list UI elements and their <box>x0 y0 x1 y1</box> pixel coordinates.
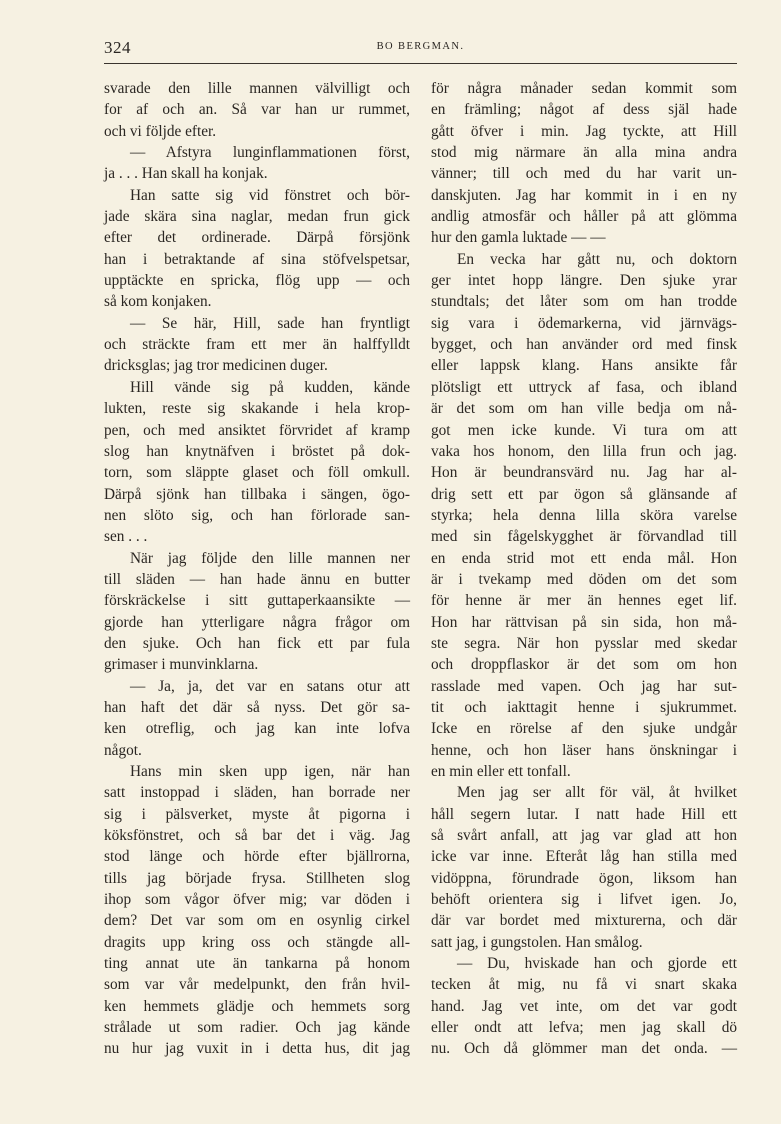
text-line: den sjuke. Och han fick ett par fula <box>104 634 410 652</box>
text-line: eller ondt att lefva; men jag skall dö <box>431 1019 737 1037</box>
text-line: satt instoppad i släden, han borrade ner <box>104 784 410 802</box>
text-line: så svårt anfall, att jag var glad att hon <box>431 827 737 845</box>
text-line: som var vår medelpunkt, den från hvil- <box>104 976 410 994</box>
text-line: När jag följde den lille mannen ner <box>130 549 410 567</box>
text-line: Icke en rörelse af den sjuke undgår <box>431 720 737 738</box>
text-line: nu. Och då glömmer man det onda. — <box>431 1040 737 1058</box>
text-line: köksfönstret, och så bar det i väg. Jag <box>104 827 410 845</box>
text-line: med sin fågelskygghet är förvandlad till <box>431 528 737 546</box>
text-line: — Se här, Hill, sade han fryntligt <box>130 314 410 332</box>
text-line: dem? Det var som om en osynlig cirkel <box>104 912 410 930</box>
text-line: — Ja, ja, det var en satans otur att <box>130 677 410 695</box>
text-line: stod mig närmare än alla mina andra <box>431 144 737 162</box>
text-line: satt jag, i gungstolen. Han smålog. <box>431 933 643 951</box>
text-line: lukten, reste sig skakande i hela krop- <box>104 400 410 418</box>
text-line: sig vara i ödemarkerna, vid järnvägs- <box>431 314 737 332</box>
text-line: nen slöto sig, och han förlorade san- <box>104 506 410 524</box>
text-line: Hon är beundransvärd nu. Jag har al- <box>431 464 737 482</box>
text-line: gjorde han ytterligare några frågor om <box>104 613 410 631</box>
text-line: — Afstyra lunginflammationen först, <box>130 144 410 162</box>
text-line: andlig atmosfär och håller på att glömma <box>431 208 737 226</box>
text-line: där var bordet med mixturerna, och där <box>431 912 737 930</box>
header-rule <box>104 63 737 64</box>
text-line: svarade den lille mannen välvilligt och <box>104 80 410 97</box>
text-line: hand. Jag vet inte, om det var godt <box>431 997 737 1015</box>
text-line: jade skära sina naglar, medan frun gick <box>104 208 410 226</box>
text-line: förskräckelse i sitt guttaperkaansikte — <box>104 592 410 610</box>
text-line: Men jag ser allt för väl, åt hvilket <box>457 784 737 802</box>
text-line: ja . . . Han skall ha konjak. <box>104 165 268 183</box>
text-line: en min eller ett tonfall. <box>431 763 571 780</box>
text-line: strålade ut som radier. Och jag kände <box>104 1019 410 1037</box>
text-line: något. <box>104 741 142 759</box>
text-line: är i tvekamp med döden om det som <box>431 570 737 588</box>
text-line: — Du, hviskade han och gjorde ett <box>457 955 737 973</box>
text-line: nu hur jag vuxit in i detta hus, dit jag <box>104 1040 410 1058</box>
text-line: är det som om han ville bedja om nå- <box>431 400 737 418</box>
text-line: tecken åt mig, nu få vi snart skaka <box>431 976 737 994</box>
text-line: ting annat ute än tankarna på honom <box>104 955 410 973</box>
text-line: Därpå sjönk han tillbaka i sängen, ögo- <box>104 485 410 503</box>
text-line: rasslade med vapen. Och jag har sut- <box>431 677 737 695</box>
text-line: efter det ordinerade. Därpå försjönk <box>104 229 410 247</box>
text-line: grimaser i munvinklarna. <box>104 656 259 674</box>
text-line: vänner; till och med du har varit un- <box>431 165 737 183</box>
page-number: 324 <box>104 38 131 57</box>
text-line: sig i pälsverket, myste åt pigorna i <box>104 805 410 823</box>
text-line: ken hemmets glädje och hemmets sorg <box>104 997 410 1015</box>
left-text-column <box>104 78 410 1060</box>
text-line: behöft orientera sig i lifvet igen. Jo, <box>431 891 737 909</box>
text-line: Hon har rättvisan på sin sida, hon må- <box>431 613 737 631</box>
text-line: tit och iakttagit henne i sjukrummet. <box>431 698 737 716</box>
text-line: Han satte sig vid fönstret och bör- <box>130 186 410 204</box>
text-line: torn, som släppte glaset och föll omkull. <box>104 464 410 482</box>
text-line: ihop som vågor öfver mig; var döden i <box>104 891 410 909</box>
text-line: for af och an. Så var han ur rummet, <box>104 101 410 119</box>
text-line: pen, och med ansiktet förvridet af kramp <box>104 421 410 439</box>
text-line: en främling; något af dess själ hade <box>431 101 737 119</box>
text-line: för henne är mer än hennes eget lif. <box>431 592 737 610</box>
text-line: ken otreflig, och jag kan inte lofva <box>104 720 410 738</box>
text-line: och sträckte fram ett mer än halffylldt <box>104 336 410 354</box>
text-line: dricksglas; jag tror medicinen duger. <box>104 357 328 375</box>
text-line: och vi följde efter. <box>104 122 217 140</box>
text-line: danskjuten. Jag har kommit in i en ny <box>431 186 737 204</box>
text-line: gått öfver i min. Jag tyckte, att Hill <box>431 122 737 140</box>
text-line: hur den gamla luktade — — <box>431 229 606 247</box>
text-line: sen . . . <box>104 528 148 546</box>
text-line: ste segra. När hon pysslar med skedar <box>431 634 737 652</box>
text-line: styrka; hela denna lilla sköra varelse <box>431 506 737 524</box>
text-line: så kom konjaken. <box>104 293 212 311</box>
text-line: icke var inne. Efteråt låg han stilla med <box>431 848 737 866</box>
text-line: till släden — han hade ännu en butter <box>104 570 410 588</box>
text-line: got men icke kunde. Vi tura om att <box>431 421 737 439</box>
text-line: vidöppna, förundrade ögon, liksom han <box>431 869 737 887</box>
right-text-column <box>431 78 737 1060</box>
text-line: bygget, och han använder ord med finsk <box>431 336 737 354</box>
text-line: Hans min sken upp igen, när han <box>130 763 410 780</box>
text-line: ger intet hopp längre. Den sjuke yrar <box>431 272 737 290</box>
text-line: tills jag började frysa. Stillheten slog <box>104 869 410 887</box>
text-line: henne, och hon läser hans önskningar i <box>431 741 737 759</box>
text-line: stundtals; det låter som om han trodde <box>431 293 737 311</box>
text-line: En vecka har gått nu, och doktorn <box>457 250 737 268</box>
text-line: han i betraktande af sina stöfvelspetsar, <box>104 250 410 268</box>
text-line: Hill vände sig på kudden, kände <box>130 378 410 396</box>
text-line: håll segern lutar. I natt hade Hill ett <box>431 805 737 823</box>
text-line: eller lappsk klang. Hans ansikte får <box>431 357 737 375</box>
text-line: slog han knytnäfven i bröstet på dok- <box>104 442 410 460</box>
text-line: dragits upp kring oss och stängde all- <box>104 933 410 951</box>
text-line: stod länge och hörde efter bjällrorna, <box>104 848 410 866</box>
text-line: och droppflaskor är det som om hon <box>431 656 737 674</box>
text-line: plötsligt ett uttryck af fasa, och ibland <box>431 378 737 396</box>
text-line: drig sett ett par ögon så glänsande af <box>431 485 737 503</box>
text-line: en enda strid mot ett enda mål. Hon <box>431 549 737 567</box>
running-title: BO BERGMAN. <box>376 41 465 52</box>
text-line: vaka hos honom, den lilla frun och jag. <box>431 442 737 460</box>
text-line: upptäckte en spricka, flög upp — och <box>104 272 410 290</box>
text-line: för några månader sedan kommit som <box>431 80 737 97</box>
text-line: han haft det där så nyss. Det gör sa- <box>104 698 410 716</box>
